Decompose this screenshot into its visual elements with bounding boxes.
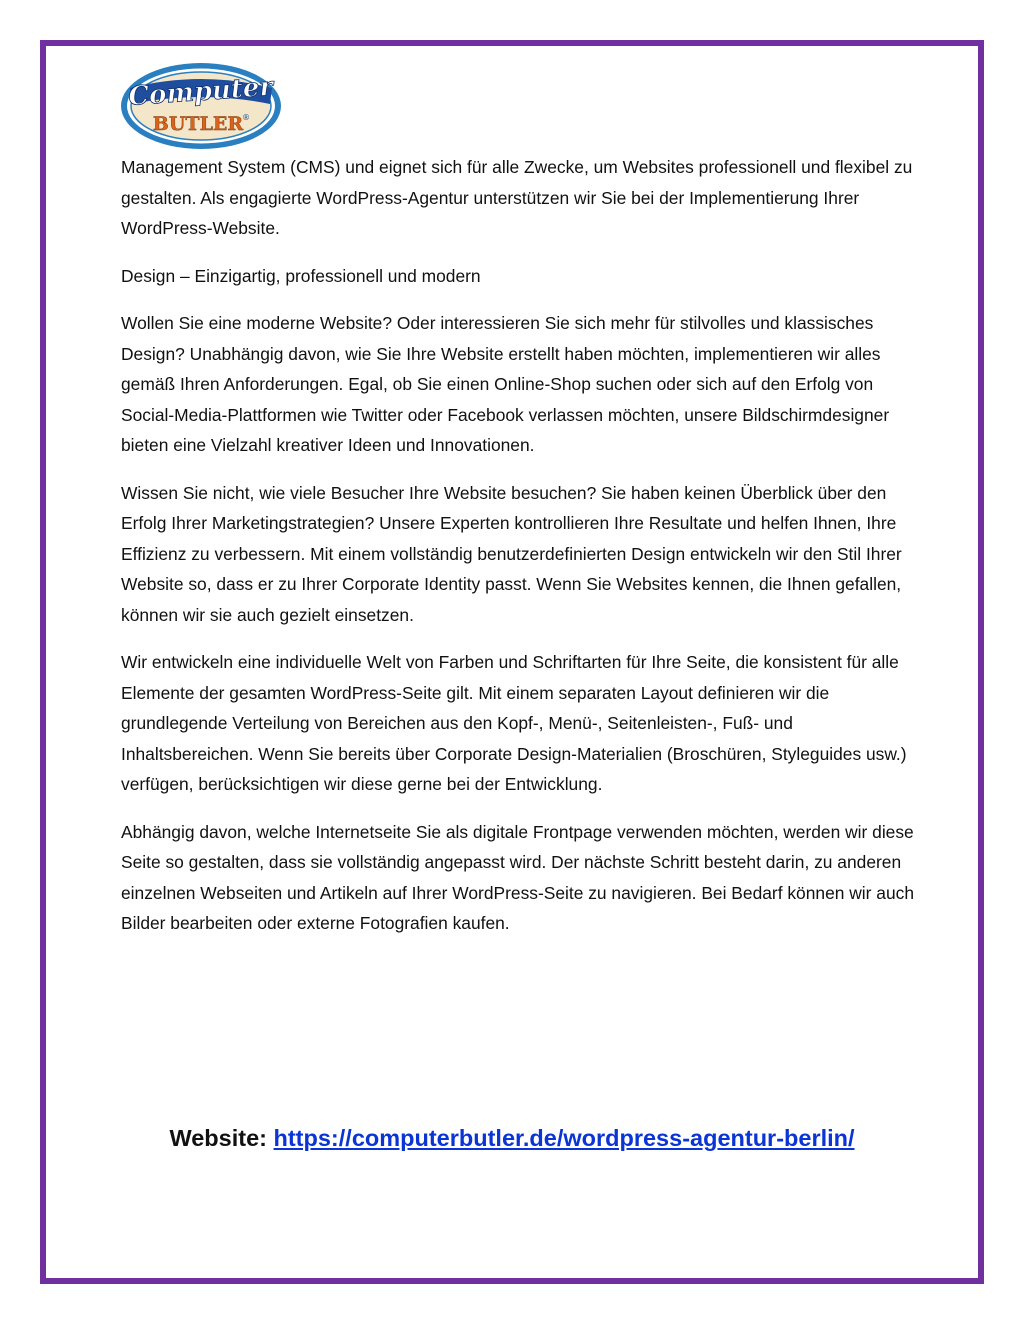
- paragraph-frontpage: Abhängig davon, welche Internetseite Sie als digitale Frontpage verwenden möchten, werden wir diese Seite so gestalten, dass sie vollständig angepasst wird. Der nächste Schritt besteht darin, zu anderen einzelnen Webseiten und Artikeln auf Ihrer WordPress-Seite zu navigieren. Bei Bedarf können wir auch Bilder bearbeiten oder externe Fotografien kaufen.: [121, 821, 915, 933]
- document-body: [121, 152, 921, 956]
- paragraph-visitors: Wissen Sie nicht, wie viele Besucher Ihre Website besuchen? Sie haben keinen Überblick über den Erfolg Ihrer Marketingstrategien? Unsere Experten kontrollieren Ihre Resultate und helfen Ihnen, Ihre Effizienz zu verbessern. Mit einem vollständig benutzerdefinierten Design entwickeln wir den Stil Ihrer Website so, dass er zu Ihrer Corporate Identity passt. Wenn Sie Websites kennen, die Ihnen gefallen, können wir sie auch gezielt einsetzen.: [121, 482, 902, 625]
- paragraph-colors-fonts: Wir entwickeln eine individuelle Welt von Farben und Schriftarten für Ihre Seite, die konsistent für alle Elemente der gesamten WordPress-Seite gilt. Mit einem separaten Layout definieren wir die grundlegende Verteilung von Bereichen aus den Kopf-, Menü-, Seitenleisten-, Fuß- und Inhaltsbereichen. Wenn Sie bereits über Corporate Design-Materialien (Broschüren, Styleguides usw.) verfügen, berücksichtigen wir diese gerne bei der Entwicklung.: [121, 652, 907, 794]
- paragraph-modern-website: Wollen Sie eine moderne Website? Oder interessieren Sie sich mehr für stilvolles und klassisches Design? Unabhängig davon, wie Sie Ihre Website erstellt haben möchten, implementieren wir alles gemäß Ihren Anforderungen. Egal, ob Sie einen Online-Shop suchen oder sich auf den Erfolg von Social-Media-Plattformen wie Twitter oder Facebook verlassen möchten, unsere Bildschirmdesigner bieten eine Vielzahl kreativer Ideen und Innovationen.: [121, 313, 890, 455]
- svg-text:Computer: Computer: [127, 71, 275, 113]
- svg-text:BUTLER: BUTLER: [152, 113, 244, 135]
- website-link[interactable]: https://computerbutler.de/wordpress-agentur-berlin/: [273, 1125, 855, 1151]
- website-label: Website:: [169, 1125, 274, 1151]
- website-line: [0, 1118, 1024, 1158]
- paragraph-intro: Management System (CMS) und eignet sich für alle Zwecke, um Websites professionell und flexibel zu gestalten. Als engagierte WordPress-Agentur unterstützen wir Sie bei der Implementierung Ihrer WordPress-Website.: [121, 157, 913, 238]
- svg-text:®: ®: [242, 113, 250, 122]
- paragraph-heading-design: Design – Einzigartig, professionell und modern: [121, 265, 481, 286]
- computer-butler-logo: [118, 60, 284, 152]
